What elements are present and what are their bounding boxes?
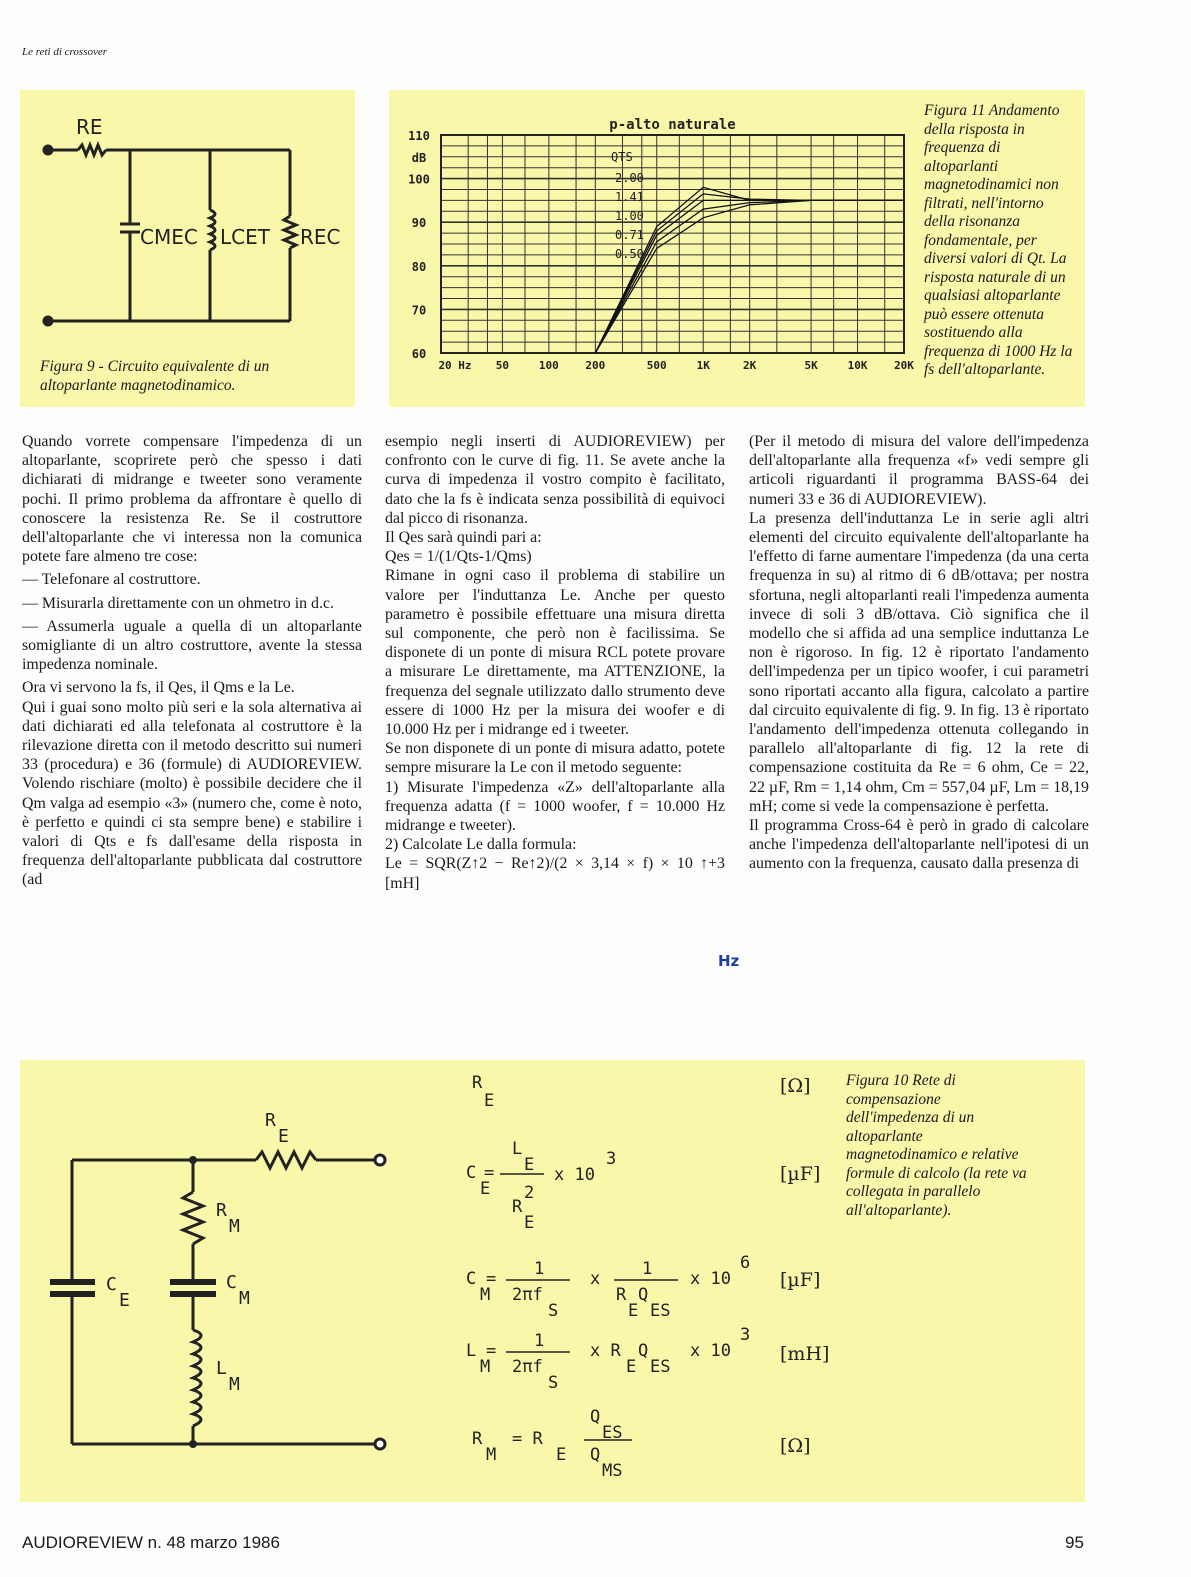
f2-den-sup: 2 bbox=[524, 1183, 535, 1203]
f3-unit: [µF] bbox=[780, 1269, 821, 1291]
figure-11-chart bbox=[389, 90, 914, 407]
f3-num2: 1 bbox=[642, 1259, 653, 1279]
figure-10-circuit bbox=[20, 1060, 400, 1502]
f4-den1: 2πf bbox=[512, 1357, 543, 1377]
f2-exp: 3 bbox=[606, 1149, 617, 1169]
footer-magazine: AUDIOREVIEW n. 48 marzo 1986 bbox=[22, 1533, 280, 1552]
col3-paragraph: (Per il metodo di misura del valore dell'impedenza dell'altoparlante alla frequenza «f» vedi sempre gli articoli riguardanti il programma BASS-64 dei numeri 33 e 36 di AUDIOREVIEW). bbox=[749, 433, 1089, 508]
col2-paragraph: esempio negli inserti di AUDIOREVIEW) per confronto con le curve di fig. 11. Se avete anche la curva di impedenza il vostro compito è facilitato, dato che la fs è indicata senza possibilità di equivoci dal picco di risonanza. bbox=[385, 433, 725, 527]
handwritten-hz-annotation: Hz bbox=[718, 952, 740, 970]
label-rec: REC bbox=[300, 225, 341, 249]
label-re-sub: E bbox=[278, 1126, 289, 1147]
f2-mult: x 10 bbox=[554, 1165, 595, 1185]
footer-page-number: 95 bbox=[1065, 1533, 1084, 1552]
f4-mult: x 10 bbox=[690, 1341, 731, 1361]
label-cm-main: C bbox=[226, 1272, 237, 1293]
col2-paragraph: Rimane in ogni caso il problema di stabilire un valore per l'induttanza Le. Anche per questo parametro è possibile effettuare una misura diretta sul componente, che però non è facilissima. Se disponete di un ponte di misura RCL potete provare a misurare Le direttamente, ma ATTENZIONE, la frequenza del segnale utilizzato dallo strumento deve essere di 1000 Hz per la misura dei woofer e di 10.000 Hz per i midrange ed i tweeter. bbox=[385, 567, 725, 739]
f4-num1: 1 bbox=[534, 1331, 545, 1351]
f5-lhs: R bbox=[472, 1429, 483, 1449]
f3-num1: 1 bbox=[534, 1259, 545, 1279]
f5-den-sub: MS bbox=[602, 1461, 623, 1481]
f3-den1-sub: S bbox=[548, 1301, 559, 1321]
legend-entry: 1.41 bbox=[615, 190, 644, 204]
figure-11-panel bbox=[389, 90, 1085, 407]
col1-list-item: — Telefonare al costruttore. bbox=[22, 571, 201, 589]
figure-11-caption: Figura 11 Andamento della risposta in frequenza di altoparlanti magnetodinamici non filtrati, nell'intorno della risonanza fondamentale, per diversi valori di Qt. La risposta naturale di un qualsiasi altoparlante può essere ottenuta sostituendo alla frequenza di 1000 Hz la fs dell'altoparlante. bbox=[924, 102, 1073, 378]
f4-rhs: x R bbox=[590, 1341, 621, 1361]
running-header: Le reti di crossover bbox=[22, 46, 108, 58]
figure-9-panel bbox=[20, 90, 355, 407]
x-tick-label: 20K bbox=[894, 359, 914, 372]
figure-9-circuit bbox=[20, 90, 355, 340]
col1-paragraph: Qui i guai sono molto più seri e la sola alternativa ai dati dichiarati ed alla telefonata al costruttore è la rilevazione diretta con il metodo descritto sui numeri 33 (procedura) e 36 (formule) di AUDIOREVIEW. Volendo rischiare (molto) è possibile decidere che il Qm valga ad esempio «3» (numero che, come è noto, è perfetto e quindi ci sta sempre bene) e stabilire i valori di Qts e fs dall'esame della risposta in frequenza dell'altoparlante pubblicata dal costruttore (ad bbox=[22, 698, 362, 889]
col3-paragraph: La presenza dell'induttanza Le in serie agli altri elementi del circuito equivalente dell'altoparlante ha l'effetto di farne aumentare l'impedenza (da una certa frequenza in su) al ritmo di 6 dB/ottava; per nostra sfortuna, negli altoparlanti reali l'impedenza aumenta invece di soli 3 dB/ottava. Ciò significa che il modello che si affida ad una semplice induttanza Le non è rigoroso. In fig. 12 è riportato l'andamento dell'impedenza per un tipico woofer, i cui parametri sono riportati accanto alla figura, calcolato a partire dal circuito equivalente di fig. 9. In fig. 13 è riportato l'andamento dell'impedenza ottenuta collegando in parallelo all'altoparlante di fig. 12 la rete di compensazione costituita da Re = 6 ohm, Ce = 22, 22 µF, Rm = 1,14 ohm, Cm = 557,04 µF, Lm = 18,19 mH; come si vede la compensazione è perfetta. bbox=[749, 509, 1089, 815]
f2-unit: [µF] bbox=[780, 1163, 821, 1185]
figure-10-panel bbox=[20, 1060, 1085, 1502]
label-cmec: CMEC bbox=[140, 225, 198, 249]
svg-text:=: = bbox=[486, 1341, 497, 1361]
f4-rhs2: Q bbox=[638, 1341, 649, 1361]
col1-paragraph: Ora vi servono la fs, il Qes, il Qms e la Le. bbox=[22, 679, 295, 697]
label-rm-sub: M bbox=[229, 1216, 240, 1237]
f5-rhs-sub: E bbox=[556, 1445, 567, 1465]
f5-unit: [Ω] bbox=[780, 1435, 811, 1457]
svg-text:x: x bbox=[590, 1269, 601, 1289]
x-tick-label: 1K bbox=[696, 359, 710, 372]
col2-paragraph: Se non disponete di un ponte di misura adatto, potete sempre misurare la Le con il metodo seguente: bbox=[385, 740, 725, 777]
svg-text:=: = bbox=[486, 1269, 497, 1289]
label-lm-sub: M bbox=[229, 1374, 240, 1395]
label-lm-main: L bbox=[216, 1358, 227, 1379]
f4-rhs-sub: E bbox=[626, 1357, 637, 1377]
x-tick-label: 2K bbox=[743, 359, 757, 372]
label-ce-sub: E bbox=[119, 1290, 130, 1311]
f5-den: Q bbox=[590, 1445, 601, 1465]
x-tick-label: 200 bbox=[585, 359, 606, 372]
x-tick-label: 5K bbox=[804, 359, 818, 372]
f5-num-sub: ES bbox=[602, 1423, 623, 1443]
f3-den2-sub: E bbox=[628, 1301, 639, 1321]
col2-paragraph: 1) Misurate l'impedenza «Z» dell'altoparlante alla frequenza adatta (f = 1000 woofer, f = 10.000 Hz midrange e tweeter). bbox=[385, 778, 725, 835]
y-axis-label: dB bbox=[411, 150, 427, 165]
figure-9-caption: Figura 9 - Circuito equivalente di un altoparlante magnetodinamico. bbox=[40, 358, 270, 394]
y-tick-label: 70 bbox=[411, 303, 427, 318]
x-tick-label: 10K bbox=[847, 359, 868, 372]
y-tick-label: 60 bbox=[411, 347, 427, 361]
chart-title: p-alto naturale bbox=[609, 117, 736, 133]
label-re: RE bbox=[76, 115, 103, 139]
f2-lhs: C bbox=[466, 1163, 477, 1183]
label-re-main: R bbox=[265, 1110, 276, 1131]
f3-mult: x 10 bbox=[690, 1269, 731, 1289]
f4-rhs2-sub: ES bbox=[650, 1357, 671, 1377]
f4-den1-sub: S bbox=[548, 1373, 559, 1393]
f3-den1: 2πf bbox=[512, 1285, 543, 1305]
f2-den-sub: E bbox=[524, 1213, 535, 1233]
legend-entry: 2.00 bbox=[615, 171, 644, 185]
col1-paragraph: Quando vorrete compensare l'impedenza di un altoparlante, scoprirete però che spesso i dati dichiarati di midrange e tweeter sono veramente pochi. Il primo problema da affrontare è quello di conoscere la resistenza Re. Se il costruttore dell'altoparlante che vi interessa non la comunica potete fare almeno tre cose: bbox=[22, 433, 362, 566]
label-lcet: LCET bbox=[220, 225, 270, 249]
f3-den2: R bbox=[616, 1285, 627, 1305]
y-tick-label: 110 bbox=[408, 129, 430, 143]
y-tick-label: 90 bbox=[411, 216, 427, 231]
f4-lhs-sub: M bbox=[480, 1357, 491, 1377]
col2-formula: Le = SQR(Z↑2 − Re↑2)/(2 × 3,14 × f) × 10 ↑+3 [mH] bbox=[385, 855, 725, 892]
f3-exp: 6 bbox=[740, 1253, 751, 1273]
f3-lhs-sub: M bbox=[480, 1285, 491, 1305]
f1-unit: [Ω] bbox=[780, 1075, 811, 1097]
label-ce-main: C bbox=[106, 1274, 117, 1295]
legend-entry: 0.71 bbox=[615, 228, 644, 242]
legend-title: QTS bbox=[611, 150, 633, 164]
f3-lhs: C bbox=[466, 1269, 477, 1289]
f1-lhs-sub: E bbox=[484, 1091, 495, 1111]
f4-unit: [mH] bbox=[780, 1343, 830, 1365]
col2-paragraph: Il Qes sarà quindi pari a: bbox=[385, 529, 542, 547]
f2-den: R bbox=[512, 1197, 523, 1217]
col2-paragraph: 2) Calcolate Le dalla formula: bbox=[385, 836, 577, 854]
col2-formula: Qes = 1/(1/Qts-1/Qms) bbox=[385, 548, 532, 566]
f3-den2b: Q bbox=[638, 1285, 649, 1305]
y-tick-label: 80 bbox=[411, 259, 427, 274]
f4-lhs: L bbox=[466, 1341, 477, 1361]
f4-exp: 3 bbox=[740, 1325, 751, 1345]
x-tick-label: 100 bbox=[538, 359, 559, 372]
text-column-2 bbox=[385, 432, 725, 893]
y-tick-label: 100 bbox=[408, 172, 430, 187]
legend-entry: 0.50 bbox=[615, 247, 644, 261]
x-tick-label: 50 bbox=[495, 359, 510, 372]
f2-lhs-sub: E bbox=[480, 1179, 491, 1199]
text-column-1 bbox=[22, 432, 362, 890]
svg-text:=: = bbox=[484, 1163, 495, 1183]
figure-10-caption: Figura 10 Rete di compensazione dell'impedenza di un altoparlante magnetodinamico e relative formule di calcolo (la rete va collegata in parallelo all'altoparlante). bbox=[846, 1072, 1027, 1219]
label-cm-sub: M bbox=[239, 1288, 250, 1309]
f2-num: L bbox=[512, 1139, 523, 1159]
f5-lhs-sub: M bbox=[486, 1445, 497, 1465]
x-tick-label: 20 Hz bbox=[438, 359, 472, 372]
f5-rhs: = R bbox=[512, 1429, 543, 1449]
col3-paragraph: Il programma Cross-64 è però in grado di calcolare anche l'impedenza dell'altoparlante nell'ipotesi di un aumento con la frequenza, causato dalla presenza di bbox=[749, 817, 1089, 873]
col1-list-item: — Assumerla uguale a quella di un altoparlante somigliante di un altro costruttore, avente la stessa impedenza nominale. bbox=[22, 617, 362, 674]
legend-entry: 1.00 bbox=[615, 209, 644, 223]
label-rm-main: R bbox=[216, 1200, 227, 1221]
text-column-3 bbox=[749, 432, 1089, 874]
x-tick-label: 500 bbox=[646, 359, 667, 372]
f1-lhs: R bbox=[472, 1073, 483, 1093]
f5-num: Q bbox=[590, 1407, 601, 1427]
figure-10-formulas bbox=[460, 1060, 850, 1502]
f3-den2b-sub: ES bbox=[650, 1301, 671, 1321]
col1-list-item: — Misurarla direttamente con un ohmetro in d.c. bbox=[22, 594, 334, 612]
f2-num-sub: E bbox=[524, 1155, 535, 1175]
